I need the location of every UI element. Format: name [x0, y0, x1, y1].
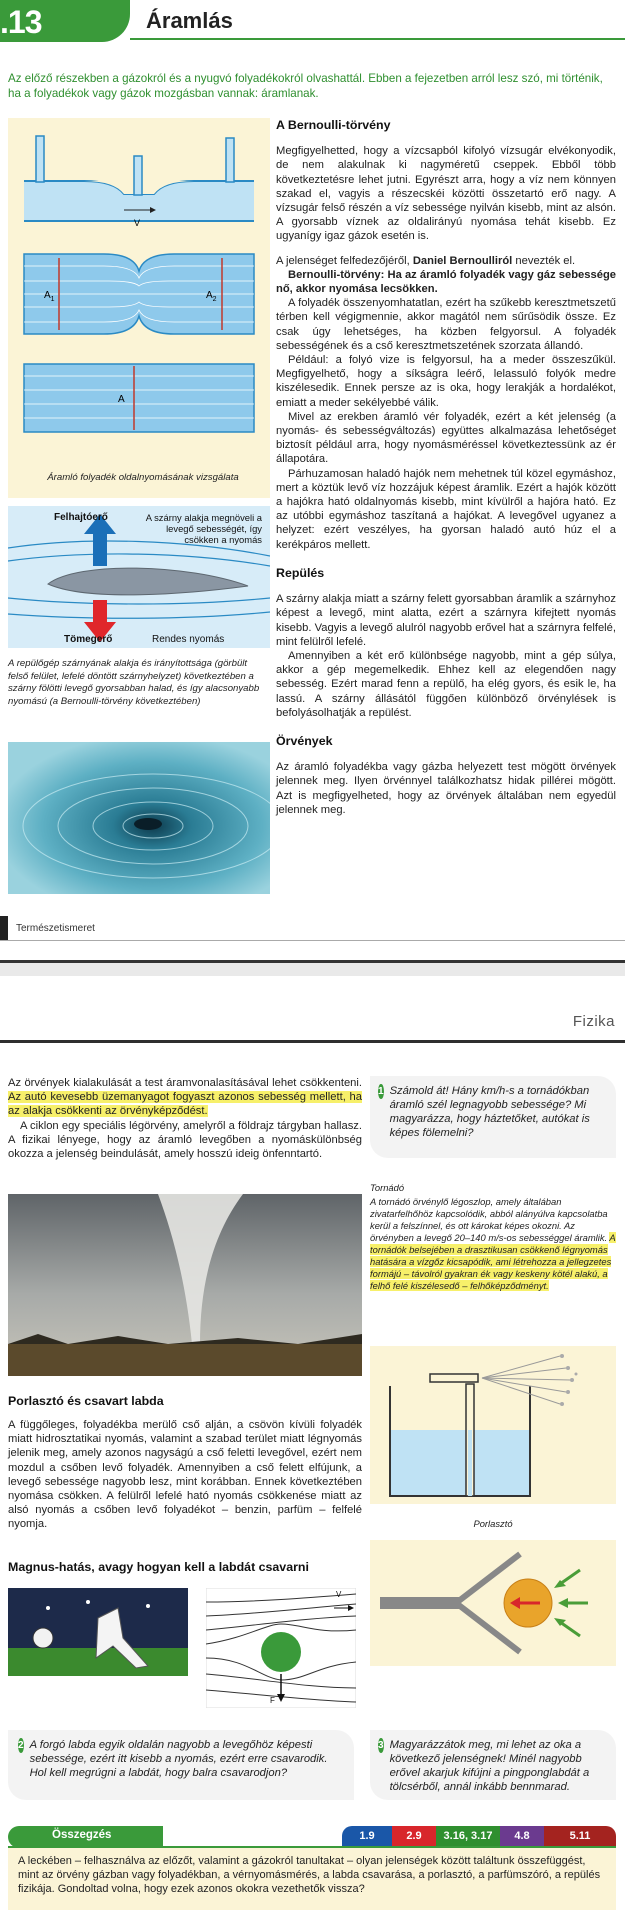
cyclone-p2: A ciklon egy speciális légörvény, amelyről a földrajz tárgyban hallasz. A fizikai lényege, hogy az áramló levegőben a nyomáskülönbség okozza a jelenség beindulását, amely hosszú ideig önfenntartó. [8, 1119, 362, 1161]
tube-a2-label: A [206, 290, 213, 301]
highlight-car-fuel: Az autó kevesebb üzemanyagot fogyaszt azonos sebesség mellett, ha az alakja csökkenti az örvényképződést. [8, 1091, 362, 1118]
summary-tag-3[interactable]: 3.16, 3.17 [436, 1826, 500, 1846]
bernoulli-title: A Bernoulli-törvény [276, 118, 391, 132]
summary-tag-5[interactable]: 5.11 [544, 1826, 616, 1846]
bernoulli-name: Daniel Bernoulliról [412, 254, 513, 267]
bernoulli-p5: Mivel az erekben áramló vér folyadék, ezért a két jelenség (a nyomás- és sebességváltozás) együttes alkalmazása lehetőséget biztosít például arra, hogy nyomásméréssel következtessünk az ér állapotára. [276, 410, 616, 466]
page2-top-rule [0, 1040, 625, 1043]
football-photo [8, 1588, 188, 1676]
tube-a1-sub: 1 [50, 296, 55, 303]
orvenyek-title: Örvények [276, 733, 333, 748]
tube-figure-caption: Áramló folyadék oldalnyomásának vizsgálata [47, 472, 239, 483]
question-3-box [370, 1730, 616, 1800]
bernoulli-p6: Párhuzamosan haladó hajók nem mehetnek túl közel egymáshoz, mert a köztük levő víz hozzájuk képest áramlik. Ezért a hajók között a hajókra ható oldalnyomás kisebb, mint kívülről a hajóra ható. Ez az utóbbi egymáshoz taszítaná a hajókat. A levegővel ugyanez a helyzet: ezért veszélyes, ha gyorsan haladó autó húz el a kerékpáros mellett. [276, 467, 616, 551]
wing-note-label: A szárny alakja megnöveli a levegő sebességét, így csökken a nyomás [145, 512, 262, 545]
tube-a1-label: A [44, 290, 51, 301]
tornado-caption-highlight: A tornádók belsejében a drasztikusan csökkenő légnyomás hatására a vízgőz kicsapódik, ami létrehozza a jellegzetes formájú – távolról gyakran ék vagy keskeny kötél alakú, a felhő felé kiszélesedő – felhőképződményt. [370, 1232, 616, 1291]
tornado-photo [8, 1194, 362, 1376]
bernoulli-p4: Például: a folyó vize is felgyorsul, ha a meder összeszűkül. Megfigyelhető, hogy a síkságra leérő, lelassuló folyók medre kiszélesedik. Ennek persze az is oka, hogy lerakják a hordalékot, emiatt a meder sekélyebbé válik. [276, 354, 616, 409]
right-page-subject: Fizika [572, 1013, 615, 1030]
bernoulli-section [276, 118, 616, 817]
vortex-p1: Az örvények kialakulását a test áramvonalasításával lehet csökkenteni. Az autó kevesebb üzemanyagot fogyaszt azonos sebesség mellett, ha az alakja csökkenti az örvényképződést. [8, 1077, 362, 1118]
wing-normal-label: Rendes nyomás [152, 634, 225, 645]
page-number-marker [0, 916, 8, 940]
intro-paragraph: Az előző részekben a gázokról és a nyugvó folyadékokról olvashattál. Ebben a fejezetben arról lesz szó, mi történik, ha a folyadékok vagy gázok mozgásban vannak: áramlanak. [8, 72, 603, 100]
porlaszto-p1: A függőleges, folyadékba merülő cső alján, a csövön kívüli folyadék miatt hidrosztatikai nyomás, valamint a szabad terület miatt légnyomás jelenik meg, amely azonos nagyságú a cső feletti levegővel, ezért nem mozdul a csőben levő folyadék. Amennyiben a cső felett elfújunk, a levegő sebessége nagyobb lesz, mint korábban. Ennek következtében nyomása csökken. A felülről lefelé ható nyomás csökkenése miatt az alsó nyomás a csőben levő folyadékot – benzin, parfüm – felfelé nyomja. [8, 1419, 362, 1531]
tornado-caption-title: Tornádó [370, 1182, 405, 1193]
tornado-caption [370, 1182, 616, 1292]
question-1-box [370, 1076, 616, 1158]
atomizer-caption: Porlasztó [473, 1518, 513, 1529]
straight-tube [24, 364, 254, 432]
tube-v-label: V [134, 218, 141, 228]
question-3-text: Magyarázzátok meg, mi lehet az oka a következő jelenségnek! Minél nagyobb erővel akarjuk kifújni a pingponglabdát a tölcsérből, annál inkább bennmarad. [389, 1739, 590, 1793]
repules-title: Repülés [276, 565, 325, 580]
tornado-caption-text: A tornádó örvénylő légoszlop, amely általában zivatarfelhőhöz kapcsolódik, abból alányúlva kapcsolatba kerül a felszínnel, és ott károkat képes okozni. Az örvényben a levegő 20–140 m/s-os sebességgel áramlik. [370, 1196, 610, 1243]
footer-rule [0, 940, 625, 941]
question-1-number: 1 [378, 1086, 384, 1097]
whirlpool-photo [8, 742, 270, 894]
bernoulli-p3: A folyadék összenyomhatatlan, ezért ha szűkebb keresztmetszetű térben kell végigmennie, akkor magától nem sűrűsödik össze. Ez csak úgy lehetséges, ha közben felgyorsul. A folyadék sebességének és a cső keresztmetszetének szorzata állandó. [276, 297, 616, 352]
summary-text: A leckében – felhasználva az előzőt, valamint a gázokról tanultakat – olyan jelenségek között találtunk összefüggést, mint az örvény gázban vagy folyadékban, a vérnyomásmérés, a labda csavarása, a porlasztó, a parfümszóró, a repülés fizikája. Gondoltad volna, hogy ezek azonos okokra vezethetők vissza? [8, 1848, 616, 1910]
summary-label: Összegzés [52, 1829, 112, 1841]
question-2-number: 2 [18, 1740, 24, 1751]
page-separator [0, 960, 625, 976]
summary-tag-1[interactable]: 1.9 [342, 1826, 392, 1846]
chapter-number: .13 [0, 4, 42, 40]
bernoulli-p2: A jelenséget felfedezőjéről, Daniel Bernoulliról nevezték el. [276, 254, 576, 267]
magnus-diagram [206, 1588, 356, 1708]
repules-p2: Amennyiben a két erő különbsége nagyobb, mint a gép súlya, akkor a gép megemelkedik. Ehhez kell az elegendően nagy sebesség. Ezért marad fenn a repülő, ha elég gyors, és esik le, ha lassú. A szárny állásától függően különböző örvénylések is befolyásolhatják a repülést. [276, 649, 616, 719]
repules-p1: A szárny alakja miatt a szárny felett gyorsabban áramlik a szárnyhoz képest a levegő, mint alatta, ezért a szárnyra kifejtett nyomás kisebb. Vagyis a levegő alulról nagyobb erővel hat a szárnyra felfelé, mint felülről lefelé. [276, 593, 616, 648]
question-2-box [8, 1730, 354, 1800]
bernoulli-law: Bernoulli-törvény: Ha az áramló folyadék vagy gáz sebessége nő, akkor nyomása lecsökken. [276, 268, 616, 296]
left-page-subject: Természetismeret [16, 923, 95, 934]
bernoulli-p1: Megfigyelhetted, hogy a vízcsapból kifolyó vízsugár elvékonyodik, de nem alakulnak ki nagyméretű cseppek. Ebből több következtetésre lehet jutni. Egyrészt arra, hogy a víz nem könnyen szakad el, vagyis a részecskéi közötti összetartó erő nagy. A vízsugár felső részén a víz sebessége nyilván kisebb, mint az alsón. A gyorsabb víznek az oldalirányú nyomása tehát kisebb. Ez ugyanígy igaz gázok esetén is. [276, 145, 616, 243]
tube-a-label: A [118, 394, 125, 405]
magnus-f-label: F [270, 1696, 275, 1705]
question-2-text: A forgó labda egyik oldalán nagyobb a levegőhöz képesti sebessége, ezért itt kisebb a nyomás, ezért erre csavarodik. Hol kell megrúgni a labdát, hogy balra csavarodjon? [29, 1739, 328, 1779]
wing-weight-label: Tömegerő [64, 634, 113, 645]
header-rule [130, 38, 625, 40]
atomizer-diagram [370, 1346, 616, 1504]
pingpong-diagram [370, 1540, 616, 1666]
chapter-title: Áramlás [146, 8, 233, 33]
vortex-text [8, 1076, 362, 1161]
venturi-tube [24, 136, 254, 221]
question-3-number: 3 [378, 1740, 384, 1751]
porlaszto-title: Porlasztó és csavart labda [8, 1394, 164, 1408]
orvenyek-p1: Az áramló folyadékba vagy gázba helyezett test mögött örvények jelennek meg. Ilyen örvénnyel találkozhatsz hidak pillérei mögött. Azt is megfigyelheted, hogy az örvények általában nem egyedül jelennek meg. [276, 761, 616, 816]
constriction-tube [24, 254, 254, 334]
summary-tag-4[interactable]: 4.8 [500, 1826, 544, 1846]
wing-lift-label: Felhajtóerő [54, 512, 108, 523]
chapter-header [0, 0, 625, 42]
summary-tag-2[interactable]: 2.9 [392, 1826, 436, 1846]
wing-caption: A repülőgép szárnyának alakja és irányítottsága (görbült felső felület, lefelé döntött szárnyhelyzet) következtében a szárny fölötti levegő gyorsabban halad, és így alacsonyabb nyomású (a Bernoulli-törvény következtében) [8, 658, 260, 707]
tube-diagrams [14, 126, 264, 456]
magnus-v-label: V [336, 1590, 342, 1599]
porlaszto-section [8, 1394, 362, 1532]
magnus-title: Magnus-hatás, avagy hogyan kell a labdát csavarni [8, 1560, 309, 1574]
question-1-text: Számold át! Hány km/h-s a tornádókban áramló szél legnagyobb sebessége? Mi magyarázza, hogy háztetőket, autókat is képes fölemelni? [389, 1085, 590, 1139]
tube-a2-sub: 2 [212, 296, 217, 303]
